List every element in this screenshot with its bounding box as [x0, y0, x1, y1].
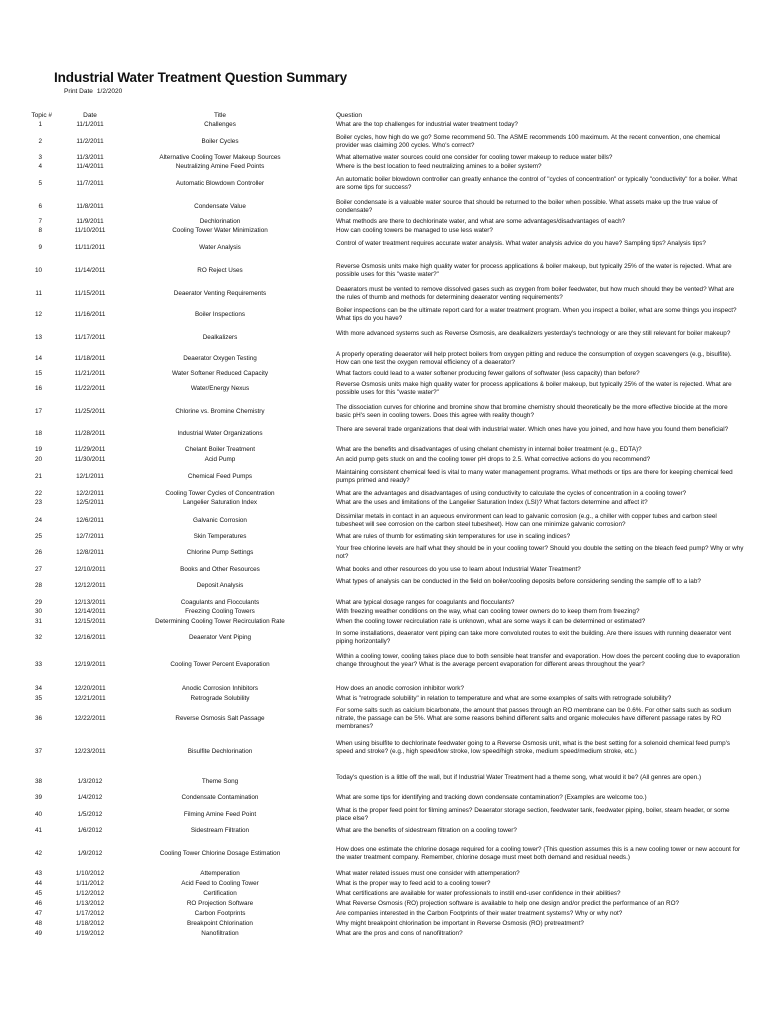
row-question: There are several trade organizations that deal with industrial water. Which ones have you joined, and how have you found them beneficial? [336, 426, 729, 433]
topic-number: 20 [34, 456, 42, 463]
row-date: 12/21/2011 [74, 695, 106, 702]
topic-number: 41 [34, 827, 42, 834]
topic-number: 45 [34, 890, 42, 897]
row-title: Boiler Cycles [201, 138, 239, 146]
topic-number: 39 [34, 794, 42, 801]
row-title: Challenges [204, 121, 236, 128]
row-title: Acid Feed to Cooling Tower [181, 880, 259, 887]
row-date: 1/18/2012 [75, 920, 105, 927]
topic-number: 30 [34, 608, 42, 615]
row-question: Control of water treatment requires accurate water analysis. What water analysis advice do you have? Sampling tips? Analysis tips? [336, 240, 706, 247]
row-date: 12/13/2011 [74, 599, 106, 606]
row-date: 12/23/2011 [74, 748, 106, 756]
row-title: Acid Pump [204, 456, 236, 463]
topic-number: 22 [34, 490, 42, 497]
row-title: Neutralizing Amine Feed Points [175, 163, 265, 170]
row-question: How can cooling towers be managed to use less water? [336, 227, 493, 234]
row-title: Water Analysis [199, 244, 241, 252]
topic-number: 14 [34, 355, 42, 363]
row-title: Galvanic Corrosion [193, 517, 247, 525]
row-question: Your free chlorine levels are half what they should be in your cooling tower? Should you double the setting on the bleach feed pump? Why or why not? [336, 545, 744, 561]
print-date [64, 88, 122, 95]
row-date: 11/1/2011 [76, 121, 104, 128]
row-title: Industrial Water Organizations [177, 430, 263, 438]
row-title: Chemical Feed Pumps [187, 473, 253, 481]
topic-number: 27 [34, 566, 42, 573]
row-date: 11/14/2011 [74, 267, 106, 275]
row-question: What are the advantages and disadvantages of using conductivity to calculate the cycles of concentration in a cooling tower? [336, 490, 687, 497]
row-question: In some installations, deaerator vent piping can take more convoluted routes to exit the building. Are there issues with running deaerator vent piping horizontally? [336, 630, 731, 646]
topic-number: 13 [34, 334, 42, 342]
topic-number: 34 [34, 685, 42, 692]
row-title: Certification [203, 890, 237, 897]
row-date: 12/10/2011 [74, 566, 106, 573]
row-question: What is the proper feed point for filming amines? Deaerator storage section, feedwater tank, feedwater piping, boiler, steam header, or some place else? [336, 807, 730, 823]
row-title: Determining Cooling Tower Recirculation Rate [155, 618, 285, 625]
row-question: What Reverse Osmosis (RO) projection software is available to help one design and/or predict the performance of an RO? [336, 900, 680, 907]
print-date-label: Print Date [64, 88, 93, 95]
topic-number: 1 [38, 121, 42, 128]
row-question: When using bisulfite to dechlorinate feedwater going to a Reverse Osmosis unit, what is the best setting for a solenoid chemical feed pump's speed and stroke? (e.g., high speed/low stroke, low speed/high stroke, medium speed/medium stroke, etc.) [336, 740, 731, 756]
topic-number: 40 [34, 811, 42, 819]
row-title: Deposit Analysis [196, 582, 244, 590]
row-title: Sidestream Filtration [190, 827, 250, 834]
row-question: What are rules of thumb for estimating skin temperatures for use in scaling indices? [336, 533, 571, 540]
topic-number: 46 [34, 900, 42, 907]
row-date: 1/10/2012 [75, 870, 105, 877]
row-date: 11/28/2011 [74, 430, 106, 438]
row-question: Where is the best location to feed neutralizing amines to a boiler system? [336, 163, 542, 170]
row-question: What are the top challenges for industrial water treatment today? [336, 121, 518, 128]
topic-number: 4 [38, 163, 42, 170]
row-title: Theme Song [201, 778, 239, 786]
row-date: 12/20/2011 [74, 685, 106, 692]
topic-number: 44 [34, 880, 42, 887]
row-date: 1/13/2012 [75, 900, 105, 907]
topic-number: 3 [38, 154, 42, 161]
row-question: How does one estimate the chlorine dosage required for a cooling tower? (This question assumes this is a new cooling tower or new account for the water treatment company. Remember, chlorine dosage must meet both demand and residual needs.) [336, 846, 741, 862]
row-question: When the cooling tower recirculation rate is unknown, what are some ways it can be determined or estimated? [336, 618, 646, 625]
row-date: 11/4/2011 [76, 163, 104, 170]
topic-number: 29 [34, 599, 42, 606]
row-question: What methods are there to dechlorinate water, and what are some advantages/disadvantages of each? [336, 218, 626, 225]
topic-number: 26 [34, 549, 42, 557]
row-title: Condensate Value [194, 203, 246, 211]
column-header-date: Date [83, 112, 97, 119]
row-question: A properly operating deaerator will help protect boilers from oxygen pitting and reduce the consumption of oxygen scavengers (e.g., bisulfite). How can one test the oxygen removal efficiency of a deaerator? [336, 351, 732, 367]
topic-number: 8 [38, 227, 42, 234]
row-title: Attemperation [200, 870, 240, 877]
row-question: What alternative water sources could one consider for cooling tower makeup to reduce water bills? [336, 154, 613, 161]
page-title: Industrial Water Treatment Question Summary [54, 70, 348, 85]
row-question: An acid pump gets stuck on and the cooling tower pH drops to 2.5. What corrective actions do you recommend? [336, 456, 651, 463]
topic-number: 25 [34, 533, 42, 540]
row-date: 11/7/2011 [76, 180, 104, 188]
row-date: 12/19/2011 [74, 661, 106, 669]
row-title: Filming Amine Feed Point [183, 811, 257, 819]
topic-number: 43 [34, 870, 42, 877]
row-date: 1/11/2012 [76, 880, 104, 887]
row-date: 11/17/2011 [74, 334, 106, 342]
topic-number: 19 [34, 446, 42, 453]
row-date: 11/29/2011 [74, 446, 106, 453]
row-date: 12/1/2011 [76, 473, 104, 481]
row-date: 1/3/2012 [77, 778, 103, 786]
topic-number: 16 [34, 385, 42, 393]
topic-number: 21 [34, 473, 42, 481]
topic-number: 2 [38, 138, 42, 146]
row-title: Cooling Tower Water Minimization [172, 227, 268, 234]
row-title: Dechlorination [199, 218, 241, 225]
row-date: 12/5/2011 [76, 499, 104, 506]
row-date: 11/18/2011 [74, 355, 106, 363]
row-date: 11/16/2011 [74, 311, 106, 319]
row-title: Nanofiltration [201, 930, 239, 937]
topic-number: 23 [34, 499, 42, 506]
row-question: What water related issues must one consider with attemperation? [336, 870, 520, 877]
row-question: What are the pros and cons of nanofiltration? [336, 930, 463, 937]
row-date: 11/8/2011 [76, 203, 104, 211]
row-question: Boiler cycles, how high do we go? Some recommend 50. The ASME recommends 100 maximum. At the recent convention, one chemical provider was claiming 200 cycles. Who's correct? [336, 134, 721, 150]
row-date: 11/22/2011 [74, 385, 106, 393]
row-title: Freezing Cooling Towers [185, 608, 255, 615]
row-question: Reverse Osmosis units make high quality water for process applications & boiler makeup, but typically 25% of the water is rejected. What are possible uses for this "waste water?" [336, 263, 732, 279]
row-question: With more advanced systems such as Reverse Osmosis, are dealkalizers yesterday's technology or are they still relevant for boiler makeup? [336, 330, 731, 337]
row-date: 11/30/2011 [74, 456, 106, 463]
row-date: 12/14/2011 [74, 608, 106, 615]
row-question: What are the uses and limitations of the Langelier Saturation Index (LSI)? What factors determine and affect it? [336, 499, 648, 506]
row-question: What certifications are available for water professionals to instill end-user confidence in their abilities? [336, 890, 621, 897]
row-date: 12/7/2011 [76, 533, 104, 540]
row-title: Boiler Inspections [194, 311, 246, 319]
row-title: Deaerator Vent Piping [188, 634, 252, 642]
row-question: Maintaining consistent chemical feed is vital to many water management programs. What methods or tips are there for keeping chemical feed pumps primed and ready? [336, 469, 733, 485]
row-title: Cooling Tower Percent Evaporation [170, 661, 270, 669]
topic-number: 11 [35, 290, 42, 298]
row-question: What are the benefits and disadvantages of using chelant chemistry in internal boiler treatment (e.g., EDTA)? [336, 446, 642, 453]
row-title: Coagulants and Flocculants [180, 599, 260, 606]
row-title: Cooling Tower Chlorine Dosage Estimation [159, 850, 281, 858]
row-question: What types of analysis can be conducted in the field on boiler/cooling deposits before considering sending the sample off to a lab? [336, 578, 701, 585]
row-date: 12/15/2011 [74, 618, 106, 625]
topic-number: 37 [34, 748, 42, 756]
row-title: Deaerator Venting Requirements [173, 290, 267, 298]
row-title: Condensate Contamination [181, 794, 259, 801]
row-question: Why might breakpoint chlorination be important in Reverse Osmosis (RO) pretreatment? [336, 920, 584, 927]
topic-number: 12 [34, 311, 42, 319]
row-title: Chelant Boiler Treatment [184, 446, 256, 453]
row-date: 12/8/2011 [76, 549, 104, 557]
row-question: How does an anodic corrosion inhibitor work? [336, 685, 464, 692]
topic-number: 32 [34, 634, 42, 642]
row-question: For some salts such as calcium bicarbonate, the amount that passes through an RO membrane can be 0.6%. For other salts such as sodium nitrate, the passage can be 5%. What are some reasons behind different salts and organic molecules have different passage rates by RO membranes? [336, 707, 732, 731]
row-title: Anodic Corrosion Inhibitors [181, 685, 259, 692]
row-title: Retrograde Solubility [190, 695, 250, 702]
row-question: What factors could lead to a water softener producing fewer gallons of softwater (less capacity) than before? [336, 370, 640, 377]
row-date: 11/11/2011 [74, 244, 106, 252]
row-question: With freezing weather conditions on the way, what can cooling tower owners do to keep them from freezing? [336, 608, 640, 615]
column-header-title: Title [213, 112, 227, 119]
topic-number: 24 [34, 517, 42, 525]
row-question: What is "retrograde solubility" in relation to temperature and what are some examples of salts with retrograde solubility? [336, 695, 672, 702]
row-title: Deaerator Oxygen Testing [183, 355, 257, 363]
row-question: Reverse Osmosis units make high quality water for process applications & boiler makeup, but typically 25% of the water is rejected. What are possible uses for this "waste water?" [336, 381, 732, 397]
row-question: Within a cooling tower, cooling takes place due to both sensible heat transfer and evaporation. How does the percent cooling due to evaporation change throughout the year? What is the average percent evaporation for different areas throughout the year? [336, 653, 740, 669]
row-question: Deaerators must be vented to remove dissolved gases such as oxygen from boiler feedwater, but how much should they be vented? What are the rules of thumb and methods for determining deaerator venting requirements? [336, 286, 735, 302]
row-title: Chlorine Pump Settings [186, 549, 254, 557]
row-question: What is the proper way to feed acid to a cooling tower? [336, 880, 491, 887]
row-date: 11/2/2011 [76, 138, 104, 146]
topic-number: 38 [34, 778, 42, 786]
row-title: Books and Other Resources [180, 566, 260, 573]
row-question: What are typical dosage ranges for coagulants and flocculants? [336, 599, 515, 606]
row-question: What books and other resources do you use to learn about Industrial Water Treatment? [336, 566, 581, 573]
row-question: The dissociation curves for chlorine and bromine show that bromine chemistry should theoretically be the more effective biocide at the more basic pH's seen in cooling towers. Does this agree with reality though? [336, 404, 728, 420]
topic-number: 15 [34, 370, 42, 377]
row-date: 1/12/2012 [75, 890, 105, 897]
row-question: Boiler inspections can be the ultimate report card for a water treatment program. When you inspect a boiler, what are some things you inspect? What tips do you have? [336, 307, 737, 323]
row-date: 11/3/2011 [76, 154, 104, 161]
row-date: 11/9/2011 [76, 218, 104, 225]
row-title: Automatic Blowdown Controller [175, 180, 265, 188]
row-title: Water Softener Reduced Capacity [171, 370, 269, 377]
row-title: Skin Temperatures [193, 533, 247, 540]
row-question: Boiler condensate is a valuable water source that should be returned to the boiler when possible. What assets make up the true value of condensate? [336, 199, 718, 215]
row-date: 1/6/2012 [77, 827, 103, 834]
row-date: 1/17/2012 [75, 910, 105, 917]
row-question: What are some tips for identifying and tracking down condensate contamination? (Examples are welcome too.) [336, 794, 647, 801]
topic-number: 31 [34, 618, 42, 625]
row-date: 12/12/2011 [74, 582, 106, 590]
row-date: 11/21/2011 [74, 370, 106, 377]
row-date: 12/22/2011 [74, 715, 106, 723]
row-question: An automatic boiler blowdown controller can greatly enhance the control of "cycles of concentration" or typically "conductivity" for a boiler. What are some tips for success? [336, 176, 738, 192]
topic-number: 10 [34, 267, 42, 275]
row-title: Reverse Osmosis Salt Passage [175, 715, 265, 723]
row-date: 12/2/2011 [76, 490, 104, 497]
topic-number: 49 [34, 930, 42, 937]
row-question: Are companies interested in the Carbon Footprints of their water treatment systems? Why or why not? [336, 910, 623, 917]
row-title: RO Projection Software [186, 900, 254, 907]
row-title: Carbon Footprints [194, 910, 246, 917]
row-date: 1/4/2012 [77, 794, 103, 801]
topic-number: 6 [38, 203, 42, 211]
topic-number: 18 [34, 430, 42, 438]
row-title: Dealkalizers [202, 334, 238, 342]
row-date: 1/19/2012 [75, 930, 105, 937]
row-title: Cooling Tower Cycles of Concentration [165, 490, 275, 497]
topic-number: 47 [34, 910, 42, 917]
row-title: Water/Energy Nexus [190, 385, 250, 393]
row-date: 11/15/2011 [74, 290, 106, 298]
row-title: Chlorine vs. Bromine Chemistry [175, 408, 265, 416]
row-title: Bisulfite Dechlorination [187, 748, 253, 756]
row-date: 11/25/2011 [74, 408, 106, 416]
column-header-topic: Topic # [31, 112, 52, 119]
row-question: What are the benefits of sidestream filtration on a cooling tower? [336, 827, 517, 834]
topic-number: 42 [34, 850, 42, 858]
row-date: 1/5/2012 [77, 811, 103, 819]
topic-number: 5 [38, 180, 42, 188]
topic-number: 35 [34, 695, 42, 702]
topic-number: 36 [34, 715, 42, 723]
topic-number: 17 [34, 408, 42, 416]
row-title: Langelier Saturation Index [182, 499, 258, 506]
row-date: 11/10/2011 [74, 227, 106, 234]
row-title: RO Reject Uses [197, 267, 243, 275]
row-title: Alternative Cooling Tower Makeup Sources [159, 154, 281, 161]
row-title: Breakpoint Chlorination [187, 920, 253, 927]
topic-number: 28 [34, 582, 42, 590]
topic-number: 9 [38, 244, 42, 252]
row-question: Dissimilar metals in contact in an aqueous environment can lead to galvanic corrosion (e.g., a chiller with copper tubes and carbon steel tubesheet will see corrosion on the carbon steel tubesheet). How can one minimize galvanic corrosion? [336, 513, 717, 529]
row-date: 12/6/2011 [76, 517, 104, 525]
topic-number: 48 [34, 920, 42, 927]
topic-number: 7 [38, 218, 42, 225]
row-date: 1/9/2012 [77, 850, 103, 858]
print-date-value: 1/2/2020 [96, 88, 123, 95]
row-date: 12/16/2011 [74, 634, 106, 642]
column-header-question: Question [336, 112, 363, 119]
topic-number: 33 [34, 661, 42, 669]
row-question: Today's question is a little off the wall, but if Industrial Water Treatment had a theme song, what would it be? (All genres are open.) [336, 774, 702, 781]
